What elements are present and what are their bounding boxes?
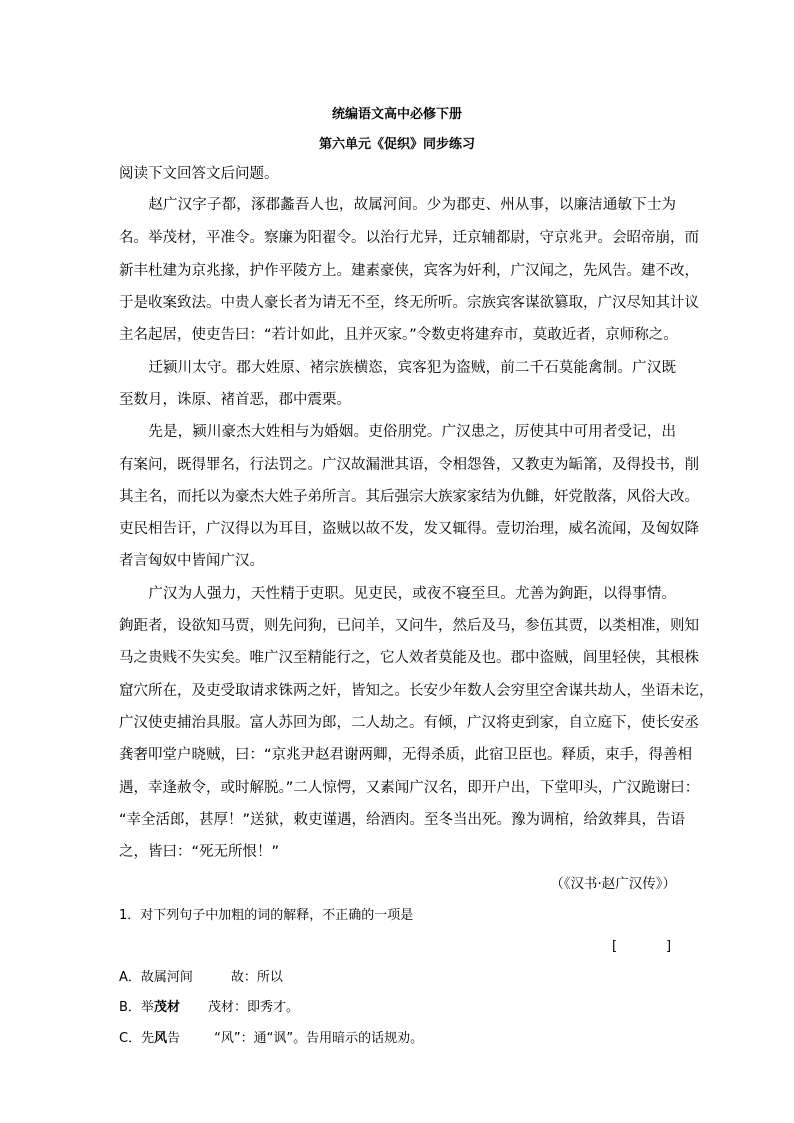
passage-line: 者言匈奴中皆闻广汉。 xyxy=(119,553,264,569)
passage-line: 窟穴所在，及吏受取请求铢两之奸，皆知之。长安少年数人会穷里空舍谋共劫人，坐语未讫， xyxy=(119,683,714,699)
passage-line: 迁颍川太守。郡大姓原、褚宗族横恣，宾客犯为盗贼，前二千石莫能禽制。广汉既 xyxy=(119,360,676,376)
passage-line: 主名起居，使吏告曰：“若计如此，且并灭家。”令数吏将建弃市，莫敢近者，京师称之。 xyxy=(119,327,678,343)
passage-line: 其主名，而托以为豪杰大姓子弟所言。其后强宗大族家家结为仇雠，奸党散落，风俗大改。 xyxy=(119,489,699,505)
passage-line: “幸全活郎，甚厚！”送狱，敕吏谨遇，给酒肉。至冬当出死。豫为调棺，给敛葬具，告语 xyxy=(119,812,686,828)
passage-line: 马之贵贱不失实矣。唯广汉至精能行之，它人效者莫能及也。郡中盗贼，闾里轻侠，其根株 xyxy=(119,650,699,666)
option-label: A． xyxy=(119,970,141,985)
option-gloss: 茂材：即秀才。 xyxy=(207,1000,299,1015)
option-bold-word: 风 xyxy=(154,1031,168,1046)
passage-line: 遇，幸逢赦令，或时解脱。”二人惊愕，又素闻广汉名，即开户出，下堂叩头，广汉跪谢曰： xyxy=(119,780,700,796)
option-a xyxy=(119,968,283,988)
option-phrase: 故属河间 xyxy=(140,970,193,985)
question-stem xyxy=(119,906,413,926)
option-c xyxy=(119,1029,423,1049)
option-gloss: 故：所以 xyxy=(230,970,283,985)
option-label: C． xyxy=(119,1031,142,1046)
passage-line: 赵广汉字子都，涿郡蠡吾人也，故属河间。少为郡吏、州从事，以廉洁通敏下士为 xyxy=(119,197,676,213)
passage-line: 龚奢叩堂户晓贼，曰：“京兆尹赵君谢两卿，无得杀质，此宿卫臣也。释质，束手，得善相 xyxy=(119,747,693,763)
option-phrase: 先 xyxy=(141,1031,155,1046)
passage-line: 鉤距者，设欲知马贾，则先问狗，已问羊，又问牛，然后及马，参伍其贾，以类相准，则知 xyxy=(119,618,699,634)
question-number: 1． xyxy=(119,908,141,923)
option-bold-word: 茂材 xyxy=(153,1000,180,1015)
option-phrase: 举 xyxy=(140,1000,154,1015)
passage-line: 名。举茂材，平准令。察廉为阳翟令。以治行尤异，迁京辅都尉，守京兆尹。会昭帝崩，而 xyxy=(119,230,699,246)
option-label: B． xyxy=(119,1000,141,1015)
option-b xyxy=(119,998,299,1018)
passage-line: 之，皆曰：“死无所恨！” xyxy=(119,844,280,860)
option-phrase-end: 告 xyxy=(167,1031,181,1046)
passage-line: 吏民相告讦，广汉得以为耳目，盗贼以故不发，发又辄得。壹切治理，威名流闻，及匈奴降 xyxy=(119,521,699,537)
passage-line: 于是收案致法。中贵人豪长者为请无不至，终无所听。宗族宾客谋欲篡取，广汉尽知其计议 xyxy=(119,295,699,311)
question-text: 对下列句子中加粗的词的解释，不正确的一项是 xyxy=(140,908,414,923)
option-gloss: “风”：通“讽”。告用暗示的话规劝。 xyxy=(214,1031,424,1046)
passage-line: 有案问，既得罪名，行法罚之。广汉故漏泄其语，令相怨咎，又教吏为缿筩，及得投书，削 xyxy=(119,457,699,473)
passage-line: 至数月，诛原、褚首恶，郡中震栗。 xyxy=(119,392,351,408)
answer-bracket-left: [ xyxy=(612,939,618,954)
answer-bracket-right: ] xyxy=(666,939,672,954)
passage-source: （《汉书·赵广汉传》） xyxy=(550,876,676,892)
passage-line: 新丰杜建为京兆掾，护作平陵方上。建素豪侠，宾客为奸利，广汉闻之，先风告。建不改， xyxy=(119,263,699,279)
document-title: 统编语文高中必修下册 xyxy=(331,107,462,122)
passage-line: 广汉为人强力，天性精于吏职。见吏民，或夜不寝至旦。尤善为鉤距，以得事情。 xyxy=(119,586,676,602)
document-subtitle: 第六单元《促织》同步练习 xyxy=(318,137,475,152)
passage-line: 先是，颍川豪杰大姓相与为婚姻。吏俗朋党。广汉患之，厉使其中可用者受记，出 xyxy=(119,424,676,440)
passage-line: 广汉使吏捕治具服。富人苏回为郎，二人劫之。有倾，广汉将吏到家，自立庭下，使长安丞 xyxy=(119,715,699,731)
reading-instruction: 阅读下文回答文后问题。 xyxy=(119,166,279,182)
